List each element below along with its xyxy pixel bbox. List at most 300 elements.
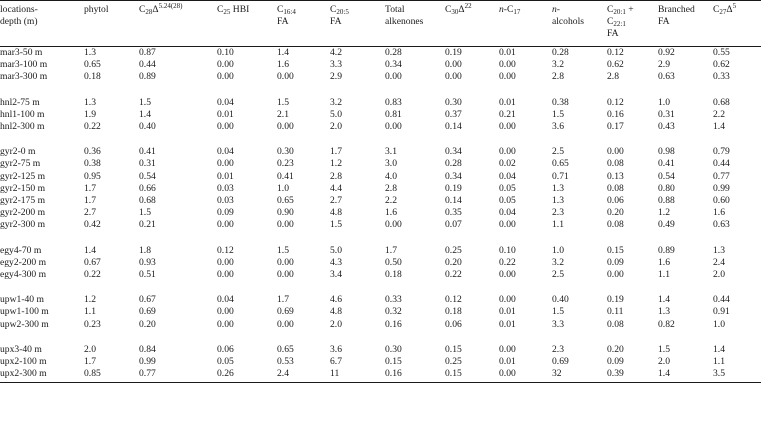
value-cell-alkenones: 3.0 — [385, 158, 397, 170]
value-cell-nc17: 0.00 — [499, 121, 516, 133]
value-cell-branched: 1.4 — [658, 294, 670, 306]
value-cell-c25hbi: 0.03 — [217, 195, 234, 207]
value-cell-nc17: 0.10 — [499, 244, 516, 256]
value-cell-branched: 1.1 — [658, 269, 670, 281]
value-cell-c30: 0.18 — [445, 306, 462, 318]
value-cell-branched: 0.98 — [658, 146, 675, 158]
value-cell-phytol: 0.38 — [84, 158, 101, 170]
value-cell-c201: 0.08 — [607, 219, 624, 231]
column-header-text: locations- — [0, 4, 38, 15]
value-cell-c164: 2.1 — [277, 108, 289, 120]
table-row — [0, 195, 761, 207]
table-row — [0, 269, 761, 281]
value-cell-alkenones: 4.0 — [385, 170, 397, 182]
column-header-text: FA — [330, 16, 342, 27]
location-depth-cell: upx2-100 m — [0, 356, 47, 368]
value-cell-c25hbi: 0.00 — [217, 71, 234, 83]
value-cell-c30: 0.07 — [445, 219, 462, 231]
value-cell-phytol: 0.18 — [84, 71, 101, 83]
value-cell-c27: 0.60 — [713, 195, 730, 207]
value-cell-phytol: 0.22 — [84, 121, 101, 133]
value-cell-c201: 2.8 — [607, 71, 619, 83]
value-cell-nalc: 1.3 — [552, 182, 564, 194]
value-cell-c30: 0.14 — [445, 121, 462, 133]
value-cell-c27: 0.33 — [713, 71, 730, 83]
table-row — [0, 219, 761, 231]
location-depth-cell: hnl2-75 m — [0, 96, 40, 108]
value-cell-c205: 2.9 — [330, 71, 342, 83]
location-depth-cell: upx3-40 m — [0, 343, 42, 355]
value-cell-c30: 0.15 — [445, 343, 462, 355]
value-cell-nalc: 1.5 — [552, 108, 564, 120]
value-cell-c28: 0.68 — [139, 195, 156, 207]
value-cell-c25hbi: 0.00 — [217, 256, 234, 268]
value-cell-c30: 0.00 — [445, 71, 462, 83]
value-cell-c28: 0.51 — [139, 269, 156, 281]
value-cell-branched: 0.80 — [658, 182, 675, 194]
value-cell-phytol: 0.42 — [84, 219, 101, 231]
value-cell-c28: 0.21 — [139, 219, 156, 231]
value-cell-c25hbi: 0.00 — [217, 158, 234, 170]
table-row — [0, 245, 761, 257]
value-cell-c25hbi: 0.26 — [217, 368, 234, 380]
value-cell-c164: 0.41 — [277, 170, 294, 182]
value-cell-c25hbi: 0.00 — [217, 318, 234, 330]
column-header-text: Δ — [458, 4, 465, 15]
group-spacer — [0, 331, 761, 344]
column-header-text: 5.24(28) — [158, 2, 183, 10]
value-cell-nalc: 2.5 — [552, 269, 564, 281]
value-cell-c205: 4.4 — [330, 182, 342, 194]
column-header-text: FA — [607, 28, 619, 39]
value-cell-branched: 0.41 — [658, 158, 675, 170]
value-cell-c30: 0.20 — [445, 256, 462, 268]
value-cell-alkenones: 0.16 — [385, 368, 402, 380]
location-depth-cell: gyr2-150 m — [0, 182, 46, 194]
value-cell-nalc: 1.1 — [552, 219, 564, 231]
value-cell-branched: 0.92 — [658, 47, 675, 58]
value-cell-c201: 0.20 — [607, 343, 624, 355]
value-cell-c25hbi: 0.00 — [217, 219, 234, 231]
value-cell-c27: 0.68 — [713, 96, 730, 108]
value-cell-nalc: 1.3 — [552, 195, 564, 207]
value-cell-c30: 0.37 — [445, 108, 462, 120]
value-cell-nc17: 0.01 — [499, 47, 516, 58]
value-cell-phytol: 2.0 — [84, 343, 96, 355]
location-depth-cell: gyr2-175 m — [0, 195, 46, 207]
location-depth-cell: egy4-70 m — [0, 244, 42, 256]
value-cell-nalc: 3.2 — [552, 256, 564, 268]
value-cell-nc17: 0.01 — [499, 356, 516, 368]
table-row — [0, 344, 761, 356]
value-cell-c28: 1.8 — [139, 244, 151, 256]
column-header-nc17 — [499, 1, 552, 47]
column-header-branched — [658, 1, 713, 47]
value-cell-c201: 0.20 — [607, 207, 624, 219]
value-cell-c164: 0.69 — [277, 306, 294, 318]
value-cell-branched: 0.49 — [658, 219, 675, 231]
value-cell-c205: 4.8 — [330, 207, 342, 219]
value-cell-phytol: 1.2 — [84, 294, 96, 306]
value-cell-c25hbi: 0.00 — [217, 306, 234, 318]
value-cell-phytol: 1.7 — [84, 356, 96, 368]
value-cell-c30: 0.19 — [445, 182, 462, 194]
value-cell-c28: 0.67 — [139, 294, 156, 306]
table-row — [0, 59, 761, 71]
value-cell-nalc: 2.5 — [552, 146, 564, 158]
table-row — [0, 368, 761, 383]
value-cell-nc17: 0.22 — [499, 256, 516, 268]
value-cell-c164: 1.4 — [277, 47, 289, 58]
value-cell-c164: 2.4 — [277, 368, 289, 380]
value-cell-c201: 0.09 — [607, 356, 624, 368]
value-cell-c25hbi: 0.04 — [217, 294, 234, 306]
value-cell-nalc: 0.71 — [552, 170, 569, 182]
value-cell-c25hbi: 0.00 — [217, 59, 234, 71]
value-cell-c28: 1.5 — [139, 96, 151, 108]
value-cell-c27: 0.91 — [713, 306, 730, 318]
value-cell-branched: 1.0 — [658, 96, 670, 108]
table-row — [0, 71, 761, 83]
column-header-c30 — [445, 1, 499, 47]
value-cell-c201: 0.12 — [607, 96, 624, 108]
location-depth-cell: gyr2-200 m — [0, 207, 46, 219]
value-cell-c25hbi: 0.06 — [217, 343, 234, 355]
value-cell-alkenones: 1.6 — [385, 207, 397, 219]
value-cell-c25hbi: 0.05 — [217, 356, 234, 368]
value-cell-c25hbi: 0.12 — [217, 244, 234, 256]
value-cell-branched: 0.63 — [658, 71, 675, 83]
value-cell-c205: 3.6 — [330, 343, 342, 355]
column-header-text: C — [277, 4, 284, 15]
value-cell-c30: 0.30 — [445, 96, 462, 108]
column-header-text: + — [625, 4, 634, 15]
value-cell-c30: 0.34 — [445, 170, 462, 182]
location-depth-cell: upw2-300 m — [0, 318, 49, 330]
value-cell-branched: 1.3 — [658, 306, 670, 318]
value-cell-c27: 2.4 — [713, 256, 725, 268]
value-cell-alkenones: 0.50 — [385, 256, 402, 268]
column-header-text: C — [445, 4, 452, 15]
value-cell-nalc: 3.3 — [552, 318, 564, 330]
value-cell-c30: 0.14 — [445, 195, 462, 207]
column-header-text: FA — [277, 16, 289, 27]
value-cell-c205: 5.0 — [330, 108, 342, 120]
value-cell-nalc: 1.5 — [552, 306, 564, 318]
value-cell-branched: 0.82 — [658, 318, 675, 330]
value-cell-c205: 2.7 — [330, 195, 342, 207]
value-cell-alkenones: 0.83 — [385, 96, 402, 108]
spacer-cell — [0, 133, 761, 146]
column-header-text: C — [713, 4, 720, 15]
value-cell-c27: 1.0 — [713, 318, 725, 330]
value-cell-alkenones: 0.16 — [385, 318, 402, 330]
value-cell-c205: 11 — [330, 368, 340, 380]
table-row — [0, 306, 761, 318]
value-cell-c25hbi: 0.10 — [217, 47, 234, 58]
value-cell-nalc: 2.3 — [552, 343, 564, 355]
value-cell-alkenones: 0.30 — [385, 343, 402, 355]
table-row — [0, 356, 761, 368]
column-header-text: C — [330, 4, 337, 15]
value-cell-branched: 0.89 — [658, 244, 675, 256]
location-depth-cell: upw1-40 m — [0, 294, 44, 306]
value-cell-c201: 0.09 — [607, 256, 624, 268]
value-cell-c28: 0.66 — [139, 182, 156, 194]
group-spacer — [0, 84, 761, 97]
value-cell-c28: 0.69 — [139, 306, 156, 318]
value-cell-nc17: 0.01 — [499, 96, 516, 108]
column-header-nalc — [552, 1, 607, 47]
value-cell-c27: 1.6 — [713, 207, 725, 219]
value-cell-c30: 0.22 — [445, 269, 462, 281]
value-cell-c27: 1.4 — [713, 121, 725, 133]
value-cell-c27: 1.4 — [713, 343, 725, 355]
value-cell-c201: 0.00 — [607, 146, 624, 158]
value-cell-c25hbi: 0.04 — [217, 146, 234, 158]
value-cell-nc17: 0.05 — [499, 182, 516, 194]
value-cell-nalc: 0.65 — [552, 158, 569, 170]
spacer-cell — [0, 232, 761, 245]
column-header-text: depth (m) — [0, 16, 38, 27]
value-cell-c164: 0.00 — [277, 269, 294, 281]
value-cell-c27: 0.77 — [713, 170, 730, 182]
column-header-text: alcohols — [552, 16, 584, 27]
value-cell-branched: 1.2 — [658, 207, 670, 219]
value-cell-alkenones: 0.34 — [385, 59, 402, 71]
value-cell-c28: 0.84 — [139, 343, 156, 355]
value-cell-nc17: 0.00 — [499, 343, 516, 355]
value-cell-c30: 0.19 — [445, 47, 462, 58]
table-row — [0, 47, 761, 60]
value-cell-c25hbi: 0.00 — [217, 121, 234, 133]
column-header-text: 17 — [513, 8, 521, 16]
value-cell-phytol: 1.3 — [84, 96, 96, 108]
table-body — [0, 47, 761, 383]
value-cell-c28: 0.77 — [139, 368, 156, 380]
value-cell-c205: 2.0 — [330, 318, 342, 330]
value-cell-c25hbi: 0.01 — [217, 108, 234, 120]
value-cell-alkenones: 2.2 — [385, 195, 397, 207]
value-cell-alkenones: 3.1 — [385, 146, 397, 158]
value-cell-c164: 0.53 — [277, 356, 294, 368]
column-header-text: Δ — [726, 4, 733, 15]
column-header-phytol — [84, 1, 139, 47]
value-cell-nc17: 0.00 — [499, 294, 516, 306]
header-row — [0, 1, 761, 47]
value-cell-nc17: 0.00 — [499, 219, 516, 231]
value-cell-nc17: 0.01 — [499, 306, 516, 318]
value-cell-c201: 0.06 — [607, 195, 624, 207]
column-header-alkenones — [385, 1, 445, 47]
value-cell-c205: 2.0 — [330, 121, 342, 133]
column-header-text: Δ — [152, 4, 159, 15]
value-cell-nalc: 1.0 — [552, 244, 564, 256]
column-header-text: n — [552, 4, 557, 15]
value-cell-c27: 3.5 — [713, 368, 725, 380]
value-cell-c25hbi: 0.03 — [217, 182, 234, 194]
value-cell-alkenones: 0.00 — [385, 71, 402, 83]
location-depth-cell: mar3-50 m — [0, 47, 43, 58]
value-cell-c30: 0.28 — [445, 158, 462, 170]
table-row — [0, 257, 761, 269]
value-cell-branched: 0.31 — [658, 108, 675, 120]
location-depth-cell: gyr2-75 m — [0, 158, 41, 170]
location-depth-cell: mar3-100 m — [0, 59, 48, 71]
group-spacer — [0, 281, 761, 294]
column-header-text: 25 — [223, 8, 231, 16]
location-depth-cell: egy2-200 m — [0, 256, 47, 268]
column-header-text: - — [556, 4, 560, 15]
value-cell-c28: 0.93 — [139, 256, 156, 268]
spacer-cell — [0, 331, 761, 344]
value-cell-c164: 1.6 — [277, 59, 289, 71]
value-cell-phytol: 0.23 — [84, 318, 101, 330]
column-header-text: -C — [503, 4, 514, 15]
value-cell-c205: 4.3 — [330, 256, 342, 268]
column-header-text: C — [217, 4, 224, 15]
column-header-text: C — [607, 16, 614, 27]
table-row — [0, 158, 761, 170]
value-cell-c205: 3.2 — [330, 96, 342, 108]
value-cell-c30: 0.15 — [445, 368, 462, 380]
location-depth-cell: hnl2-300 m — [0, 121, 45, 133]
table-header — [0, 1, 761, 47]
value-cell-c28: 0.40 — [139, 121, 156, 133]
location-depth-cell: upw1-100 m — [0, 306, 49, 318]
value-cell-c201: 0.08 — [607, 182, 624, 194]
column-header-c164 — [277, 1, 330, 47]
value-cell-c205: 3.3 — [330, 59, 342, 71]
value-cell-c164: 1.5 — [277, 96, 289, 108]
value-cell-c201: 0.08 — [607, 158, 624, 170]
table-row — [0, 183, 761, 195]
value-cell-branched: 2.0 — [658, 356, 670, 368]
value-cell-c205: 4.8 — [330, 306, 342, 318]
value-cell-alkenones: 2.8 — [385, 182, 397, 194]
value-cell-nc17: 0.01 — [499, 318, 516, 330]
value-cell-phytol: 0.36 — [84, 146, 101, 158]
column-header-text: 16:4 — [283, 8, 296, 16]
value-cell-phytol: 1.9 — [84, 108, 96, 120]
value-cell-c164: 0.00 — [277, 318, 294, 330]
value-cell-c27: 2.0 — [713, 269, 725, 281]
location-depth-cell: upx2-300 m — [0, 368, 47, 380]
value-cell-c27: 0.44 — [713, 294, 730, 306]
column-header-text: HBI — [230, 4, 250, 15]
table-row — [0, 146, 761, 158]
column-header-c27 — [713, 1, 761, 47]
column-header-text: Total — [385, 4, 405, 15]
column-header-c28 — [139, 1, 217, 47]
value-cell-nc17: 0.00 — [499, 59, 516, 71]
value-cell-alkenones: 0.28 — [385, 47, 402, 58]
value-cell-c164: 0.00 — [277, 121, 294, 133]
value-cell-c28: 0.89 — [139, 71, 156, 83]
column-header-text: 20:5 — [336, 8, 349, 16]
value-cell-c164: 1.0 — [277, 182, 289, 194]
value-cell-c27: 0.63 — [713, 219, 730, 231]
value-cell-c205: 4.2 — [330, 47, 342, 58]
value-cell-alkenones: 0.18 — [385, 269, 402, 281]
value-cell-c27: 1.1 — [713, 356, 725, 368]
value-cell-alkenones: 0.32 — [385, 306, 402, 318]
value-cell-nc17: 0.02 — [499, 158, 516, 170]
value-cell-c201: 0.39 — [607, 368, 624, 380]
column-header-c25hbi — [217, 1, 277, 47]
column-header-text: C — [607, 4, 614, 15]
value-cell-c201: 0.17 — [607, 121, 624, 133]
value-cell-c201: 0.15 — [607, 244, 624, 256]
table-row — [0, 97, 761, 109]
spacer-cell — [0, 84, 761, 97]
value-cell-nc17: 0.04 — [499, 207, 516, 219]
value-cell-c201: 0.62 — [607, 59, 624, 71]
value-cell-c27: 0.99 — [713, 182, 730, 194]
value-cell-c28: 0.20 — [139, 318, 156, 330]
column-header-text: 20:1 — [613, 8, 626, 16]
value-cell-c201: 0.11 — [607, 306, 624, 318]
value-cell-c28: 0.54 — [139, 170, 156, 182]
value-cell-c164: 1.7 — [277, 294, 289, 306]
table-row — [0, 207, 761, 219]
value-cell-c30: 0.34 — [445, 146, 462, 158]
column-header-c201 — [607, 1, 658, 47]
value-cell-phytol: 1.3 — [84, 47, 96, 58]
value-cell-c25hbi: 0.04 — [217, 96, 234, 108]
value-cell-c205: 1.5 — [330, 219, 342, 231]
value-cell-alkenones: 0.15 — [385, 356, 402, 368]
value-cell-c201: 0.00 — [607, 269, 624, 281]
value-cell-c28: 1.4 — [139, 108, 151, 120]
value-cell-c201: 0.13 — [607, 170, 624, 182]
value-cell-c164: 0.23 — [277, 158, 294, 170]
column-header-text: 28 — [145, 8, 153, 16]
value-cell-c164: 1.5 — [277, 244, 289, 256]
value-cell-nalc: 32 — [552, 368, 562, 380]
value-cell-phytol: 0.65 — [84, 59, 101, 71]
value-cell-nalc: 3.6 — [552, 121, 564, 133]
value-cell-c27: 2.2 — [713, 108, 725, 120]
value-cell-c30: 0.12 — [445, 294, 462, 306]
value-cell-c164: 0.00 — [277, 256, 294, 268]
value-cell-c25hbi: 0.00 — [217, 269, 234, 281]
value-cell-branched: 1.6 — [658, 256, 670, 268]
location-depth-cell: hnl1-100 m — [0, 108, 45, 120]
value-cell-phytol: 0.95 — [84, 170, 101, 182]
value-cell-c27: 1.3 — [713, 244, 725, 256]
value-cell-alkenones: 0.81 — [385, 108, 402, 120]
value-cell-c28: 0.87 — [139, 47, 156, 58]
column-header-text: 5 — [732, 2, 737, 10]
group-spacer — [0, 133, 761, 146]
column-header-text: 27 — [719, 8, 727, 16]
value-cell-c201: 0.19 — [607, 294, 624, 306]
table-row — [0, 319, 761, 331]
value-cell-nalc: 0.38 — [552, 96, 569, 108]
value-cell-c30: 0.06 — [445, 318, 462, 330]
column-header-text: n — [499, 4, 504, 15]
value-cell-c205: 4.6 — [330, 294, 342, 306]
value-cell-phytol: 1.7 — [84, 182, 96, 194]
value-cell-c30: 0.35 — [445, 207, 462, 219]
value-cell-c205: 3.4 — [330, 269, 342, 281]
value-cell-alkenones: 0.00 — [385, 219, 402, 231]
value-cell-branched: 2.9 — [658, 59, 670, 71]
location-depth-cell: gyr2-0 m — [0, 146, 36, 158]
value-cell-c28: 1.5 — [139, 207, 151, 219]
column-header-text: C — [139, 4, 146, 15]
